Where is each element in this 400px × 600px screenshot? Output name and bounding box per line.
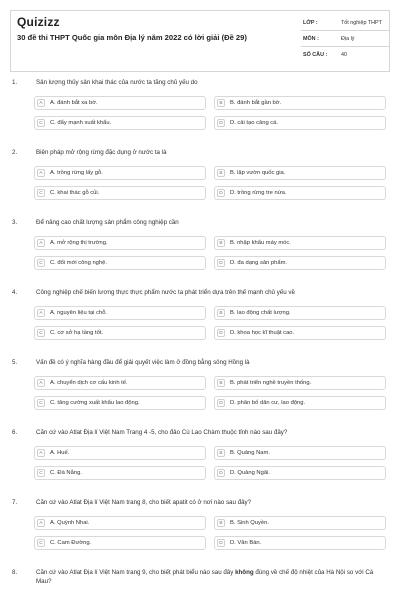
option-grid: [34, 376, 390, 410]
worksheet-meta: [301, 15, 389, 63]
option-grid: [34, 236, 390, 270]
question-number: 2.: [12, 149, 18, 156]
question-text-part: đúng về chế độ nhiệt của Hà Nội so với Cà Mau?: [36, 569, 374, 585]
option-letter-box: A: [37, 309, 45, 317]
option-letter-box: D: [217, 189, 225, 197]
option-text: D. khoa học kĩ thuật cao.: [230, 330, 295, 336]
option-text: B. lập vườn quốc gia.: [230, 170, 286, 176]
answer-option[interactable]: [34, 256, 206, 270]
option-grid: [34, 446, 390, 480]
question-item: [10, 428, 390, 480]
answer-option[interactable]: [34, 446, 206, 460]
question-row: [10, 358, 390, 367]
meta-value: 40: [341, 52, 347, 58]
question-text: Căn cứ vào Atlat Địa lí Việt Nam Trang 4 -5, cho đảo Cù Lao Chàm thuộc tỉnh nào sau đây?: [36, 429, 288, 436]
question-number: 8.: [12, 569, 18, 576]
question-item: [10, 358, 390, 410]
option-letter-box: B: [217, 519, 225, 527]
question-row: [10, 218, 390, 227]
question-row: [10, 148, 390, 157]
option-grid: [34, 306, 390, 340]
option-letter-box: B: [217, 169, 225, 177]
answer-option[interactable]: [214, 536, 386, 550]
answer-option[interactable]: [214, 256, 386, 270]
option-text: B. phát triển nghề truyền thống.: [230, 380, 312, 386]
answer-option[interactable]: [214, 236, 386, 250]
answer-option[interactable]: [214, 396, 386, 410]
option-letter-box: B: [217, 99, 225, 107]
question-row: [10, 498, 390, 507]
question-text: Để nâng cao chất lượng sản phẩm công nghiệp cần: [36, 219, 179, 226]
question-number: 4.: [12, 289, 18, 296]
question-number: 7.: [12, 499, 18, 506]
option-text: A. đánh bắt xa bờ.: [50, 100, 98, 106]
option-text: C. cơ sở hạ tầng tốt.: [50, 330, 104, 336]
option-text: A. trồng rừng lấy gỗ.: [50, 170, 103, 176]
option-letter-box: A: [37, 379, 45, 387]
option-letter-box: D: [217, 399, 225, 407]
answer-option[interactable]: [214, 166, 386, 180]
option-text: C. đổi mới công nghệ.: [50, 260, 107, 266]
option-text: A. Huế.: [50, 450, 70, 456]
answer-option[interactable]: [214, 466, 386, 480]
question-number: 5.: [12, 359, 18, 366]
option-letter-box: B: [217, 449, 225, 457]
option-letter-box: C: [37, 399, 45, 407]
option-text: D. Vân Bàn.: [230, 540, 262, 546]
answer-option[interactable]: [214, 116, 386, 130]
option-text: B. lao động chất lượng.: [230, 310, 291, 316]
option-text: C. khai thác gỗ củi.: [50, 190, 100, 196]
option-letter-box: A: [37, 169, 45, 177]
option-text: A. chuyển dịch cơ cấu kinh tế.: [50, 380, 128, 386]
meta-row-class: [301, 15, 389, 31]
answer-option[interactable]: [214, 376, 386, 390]
meta-value: Tốt nghiệp THPT: [341, 19, 382, 26]
question-number: 3.: [12, 219, 18, 226]
option-letter-box: C: [37, 469, 45, 477]
question-list: [10, 78, 390, 586]
option-text: C. tăng cường xuất khẩu lao động.: [50, 400, 140, 406]
answer-option[interactable]: [214, 446, 386, 460]
option-text: D. phân bố dân cư, lao động.: [230, 400, 306, 406]
option-text: D. Quảng Ngãi.: [230, 470, 270, 476]
option-text: A. Quỳnh Nhai.: [50, 520, 90, 526]
answer-option[interactable]: [34, 516, 206, 530]
answer-option[interactable]: [34, 166, 206, 180]
question-row: [10, 78, 390, 87]
question-item: [10, 148, 390, 200]
option-letter-box: D: [217, 259, 225, 267]
option-text: C. Đà Nẵng.: [50, 470, 82, 476]
question-row: [10, 568, 390, 586]
question-text: Căn cứ vào Atlat Địa lí Việt Nam trang 8, cho biết apatit có ở nơi nào sau đây?: [36, 499, 252, 506]
option-text: B. Sinh Quyền.: [230, 520, 269, 526]
option-letter-box: C: [37, 259, 45, 267]
option-grid: [34, 96, 390, 130]
question-text-emphasis: không: [235, 569, 254, 576]
option-text: A. mở rộng thị trường.: [50, 240, 108, 246]
option-letter-box: D: [217, 469, 225, 477]
question-text: Biện pháp mở rộng rừng đặc dụng ở nước ta là: [36, 149, 167, 156]
question-number: 6.: [12, 429, 18, 436]
option-text: D. cải tạo cảng cá.: [230, 120, 279, 126]
answer-option[interactable]: [34, 376, 206, 390]
option-letter-box: C: [37, 189, 45, 197]
meta-row-count: [301, 47, 389, 63]
meta-label: LỚP :: [303, 19, 318, 26]
meta-label: MÔN :: [303, 35, 319, 42]
answer-option[interactable]: [34, 536, 206, 550]
question-row: [10, 288, 390, 297]
option-letter-box: D: [217, 119, 225, 127]
answer-option[interactable]: [214, 306, 386, 320]
option-text: A. nguyên liệu tại chỗ.: [50, 310, 108, 316]
question-item: [10, 498, 390, 550]
option-letter-box: B: [217, 239, 225, 247]
answer-option[interactable]: [214, 186, 386, 200]
option-text: D. đa dạng sản phẩm.: [230, 260, 288, 266]
question-item: [10, 218, 390, 270]
option-letter-box: C: [37, 329, 45, 337]
answer-option[interactable]: [34, 396, 206, 410]
meta-label: SỐ CÂU :: [303, 52, 328, 58]
worksheet-title: 30 đề thi THPT Quốc gia môn Địa lý năm 2022 có lời giải (Đề 29): [17, 33, 247, 42]
question-item: [10, 568, 390, 586]
question-item: [10, 78, 390, 130]
question-row: [10, 428, 390, 437]
question-number: 1.: [12, 79, 18, 86]
question-text: [36, 568, 390, 586]
option-letter-box: B: [217, 379, 225, 387]
option-letter-box: A: [37, 449, 45, 457]
answer-option[interactable]: [214, 326, 386, 340]
option-text: B. đánh bắt gần bờ.: [230, 100, 282, 106]
option-text: C. Cam Đường.: [50, 540, 92, 546]
question-text-part: Căn cứ vào Atlat Địa lí Việt Nam trang 9, cho biết phát biểu nào sau đây: [36, 569, 236, 576]
meta-value: Địa lý: [341, 35, 355, 42]
option-letter-box: D: [217, 329, 225, 337]
answer-option[interactable]: [34, 306, 206, 320]
option-text: D. trồng rừng tre nứa.: [230, 190, 287, 196]
worksheet-header: [10, 10, 390, 72]
question-text: Sản lượng thủy sản khai thác của nước ta tăng chủ yếu do: [36, 79, 198, 86]
option-letter-box: C: [37, 539, 45, 547]
answer-option[interactable]: [34, 96, 206, 110]
option-letter-box: B: [217, 309, 225, 317]
option-grid: [34, 166, 390, 200]
answer-option[interactable]: [34, 466, 206, 480]
option-text: B. Quảng Nam.: [230, 450, 270, 456]
question-text: Công nghiệp chế biến lương thực thực phẩm nước ta phát triển dựa trên thế mạnh chủ yếu về: [36, 289, 295, 296]
answer-option[interactable]: [34, 116, 206, 130]
option-letter-box: D: [217, 539, 225, 547]
question-text: Vấn đề có ý nghĩa hàng đầu để giải quyết việc làm ở đồng bằng sông Hồng là: [36, 359, 250, 366]
answer-option[interactable]: [34, 236, 206, 250]
question-item: [10, 288, 390, 340]
option-letter-box: A: [37, 519, 45, 527]
answer-option[interactable]: [214, 96, 386, 110]
option-grid: [34, 516, 390, 550]
answer-option[interactable]: [214, 516, 386, 530]
option-letter-box: C: [37, 119, 45, 127]
meta-row-subject: [301, 31, 389, 47]
option-text: C. đẩy mạnh xuất khẩu.: [50, 120, 112, 126]
answer-option[interactable]: [34, 186, 206, 200]
answer-option[interactable]: [34, 326, 206, 340]
option-letter-box: A: [37, 99, 45, 107]
quizizz-logo: Quizizz: [17, 15, 60, 29]
option-letter-box: A: [37, 239, 45, 247]
option-text: B. nhập khẩu máy móc.: [230, 240, 291, 246]
